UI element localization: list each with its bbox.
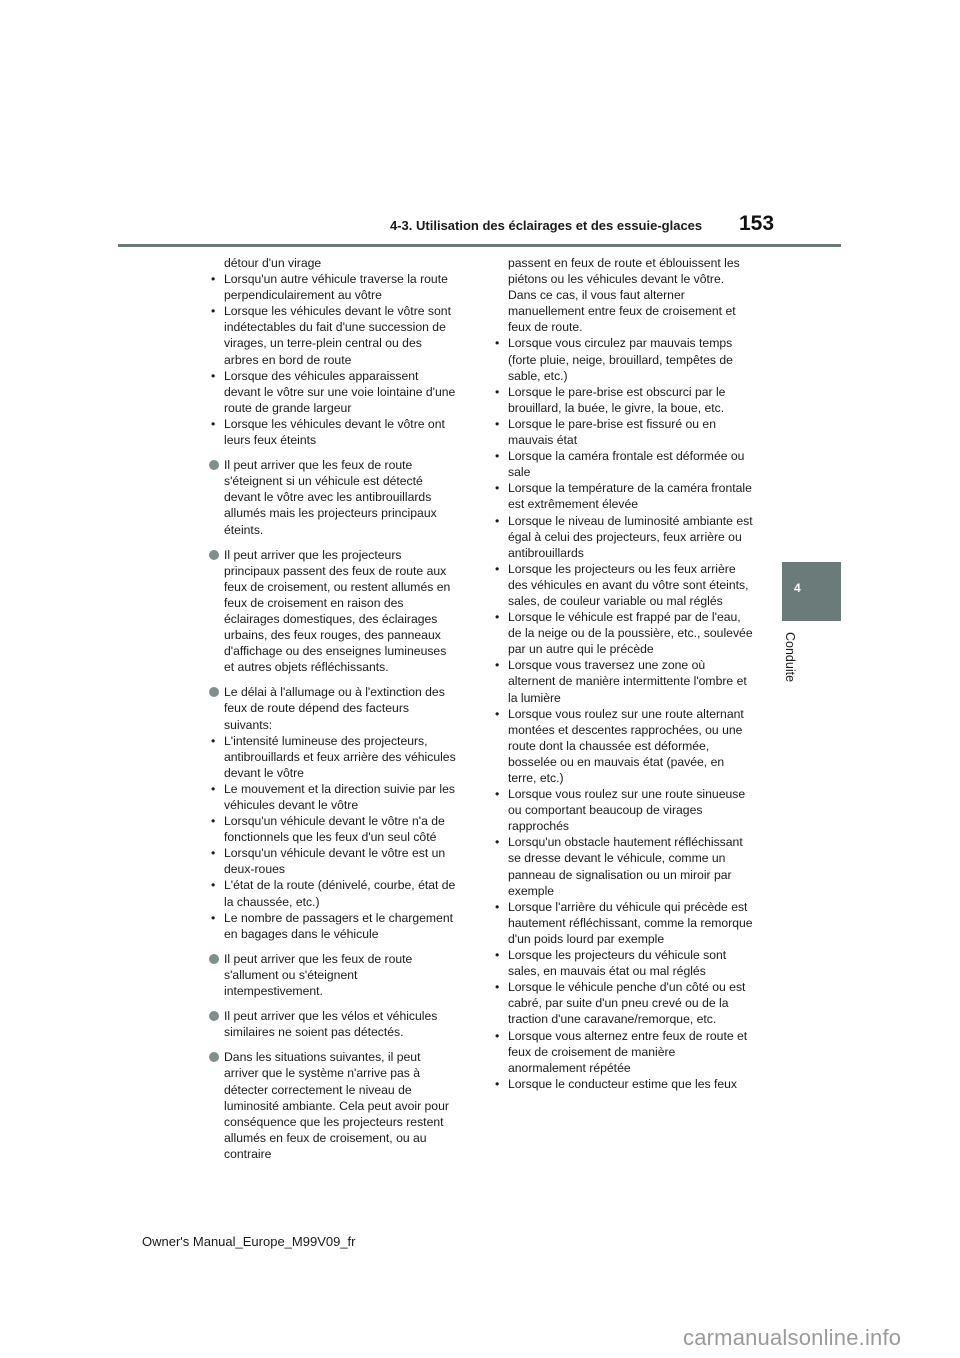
note-item: [208, 951, 458, 999]
list-item: • Le mouvement et la direction suivie par les véhicules devant le vôtre: [208, 781, 458, 813]
list-item: • Lorsque des véhicules apparaissent devant le vôtre sur une voie lointaine d'une route de grande largeur: [208, 368, 458, 416]
note-text: Dans les situations suivantes, il peut arriver que le système n'arrive pas à détecter correctement le niveau de luminosité ambiante. Cela peut avoir pour conséquence que les projecteurs restent allumés en feux de croisement, ou au contraire: [224, 1050, 449, 1161]
document-footer: Owner's Manual_Europe_M99V09_fr: [142, 1234, 356, 1249]
note-item: [208, 1049, 458, 1162]
section-title: 4-3. Utilisation des éclairages et des essuie-glaces: [390, 218, 703, 233]
header-divider: [118, 244, 841, 247]
left-column: [208, 255, 458, 1162]
page-number: 153: [739, 212, 775, 235]
list-item: • Lorsque les véhicules devant le vôtre sont indétectables du fait d'une succession de virages, un terre-plein central ou des arbres en bord de route: [208, 303, 458, 367]
note-bullet-icon: [209, 687, 219, 697]
note-text: Il peut arriver que les vélos et véhicules similaires ne soient pas détectés.: [224, 1009, 438, 1040]
list-item: • Lorsque l'arrière du véhicule qui précède est hautement réfléchissant, comme la remorque d'un poids lourd par exemple: [492, 899, 754, 947]
note-item: [208, 1008, 458, 1040]
note-item: [208, 547, 458, 676]
list-item: • Lorsqu'un obstacle hautement réfléchissant se dresse devant le véhicule, comme un panneau de signalisation ou un miroir par exemple: [492, 834, 754, 898]
list-item: • Lorsque le véhicule penche d'un côté ou est cabré, par suite d'un pneu crevé ou de la traction d'une caravane/remorque, etc.: [492, 979, 754, 1027]
list-item: • L'intensité lumineuse des projecteurs, antibrouillards et feux arrière des véhicules devant le vôtre: [208, 733, 458, 781]
list-item: • Lorsque la caméra frontale est déformée ou sale: [492, 448, 754, 480]
note-item: [208, 457, 458, 537]
chapter-label: Conduite: [783, 632, 797, 683]
note-text: Le délai à l'allumage ou à l'extinction des feux de route dépend des facteurs suivants:: [224, 685, 445, 732]
list-item: • Lorsque vous roulez sur une route alternant montées et descentes rapprochées, ou une route dont la chaussée est déformée, bosselée ou en mauvais état (pavée, en terre, etc.): [492, 706, 754, 786]
situation-list: [492, 335, 754, 1091]
list-item: • Lorsqu'un véhicule devant le vôtre n'a de fonctionnels que les feux d'un seul côté: [208, 813, 458, 845]
right-column: [492, 255, 754, 1092]
list-item: • Lorsque la température de la caméra frontale est extrêmement élevée: [492, 480, 754, 512]
list-item: • Lorsque vous alternez entre feux de route et feux de croisement de manière anormalement répétée: [492, 1028, 754, 1076]
watermark: carmanualsonline.info: [683, 1325, 902, 1350]
continuation-text: détour d'un virage: [224, 256, 322, 270]
note-bullet-icon: [209, 550, 219, 560]
note-text: Il peut arriver que les projecteurs principaux passent des feux de route aux feux de croisement, ou restent allumés en feux de croisement en raison des éclairages domestiques, des éclairages urbains, des feux rouges, des panneaux d'affichage ou des enseignes lumineuses et autres objets réfléchissants.: [224, 547, 451, 675]
list-item: • Lorsque les véhicules devant le vôtre ont leurs feux éteints: [208, 416, 458, 448]
chapter-number: 4: [794, 581, 801, 595]
list-item: • Lorsque les projecteurs du véhicule sont sales, en mauvais état ou mal réglés: [492, 947, 754, 979]
list-item: • Lorsque le conducteur estime que les feux: [492, 1076, 754, 1092]
note-bullet-icon: [209, 1011, 219, 1021]
note-text: Il peut arriver que les feux de route s'allument ou s'éteignent intempestivement.: [224, 951, 413, 999]
list-item: • L'état de la route (dénivelé, courbe, état de la chaussée, etc.): [208, 877, 458, 909]
note-text: Il peut arriver que les feux de route s'éteignent si un véhicule est détecté devant le vôtre avec les antibrouillards allumés mais les projecteurs principaux éteints.: [224, 458, 437, 537]
list-item: • Lorsque vous roulez sur une route sinueuse ou comportant beaucoup de virages rapprochés: [492, 786, 754, 834]
note-item: [208, 684, 458, 942]
list-item: • Lorsque le niveau de luminosité ambiante est égal à celui des projecteurs, feux arrière ou antibrouillards: [492, 513, 754, 561]
list-item: • Lorsque le pare-brise est obscurci par le brouillard, la buée, le givre, la boue, etc.: [492, 384, 754, 416]
list-item: • Le nombre de passagers et le chargement en bagages dans le véhicule: [208, 910, 458, 942]
list-item: • Lorsqu'un autre véhicule traverse la route perpendiculairement au vôtre: [208, 271, 458, 303]
list-item: • Lorsque les projecteurs ou les feux arrière des véhicules en avant du vôtre sont éteints, sales, de couleur variable ou mal réglés: [492, 561, 754, 609]
factor-list: [208, 733, 458, 942]
note-bullet-icon: [209, 954, 219, 964]
note-bullet-icon: [209, 460, 219, 470]
chapter-tab: [782, 562, 841, 621]
list-item: • Lorsque le pare-brise est fissuré ou en mauvais état: [492, 416, 754, 448]
list-item: • Lorsque vous traversez une zone où alternent de manière intermittente l'ombre et la lumière: [492, 657, 754, 705]
continued-bullet-list: [208, 271, 458, 448]
list-item: • Lorsque le véhicule est frappé par de l'eau, de la neige ou de la poussière, etc., soulevée par un autre qui le précède: [492, 609, 754, 657]
continuation-text: passent en feux de route et éblouissent les piétons ou les véhicules devant le vôtre. Dans ce cas, il vous faut alterner manuellement entre feux de croisement et feux de route.: [508, 256, 740, 335]
note-bullet-icon: [209, 1052, 219, 1062]
list-item: • Lorsqu'un véhicule devant le vôtre est un deux-roues: [208, 845, 458, 877]
list-item: • Lorsque vous circulez par mauvais temps (forte pluie, neige, brouillard, tempêtes de sable, etc.): [492, 335, 754, 383]
